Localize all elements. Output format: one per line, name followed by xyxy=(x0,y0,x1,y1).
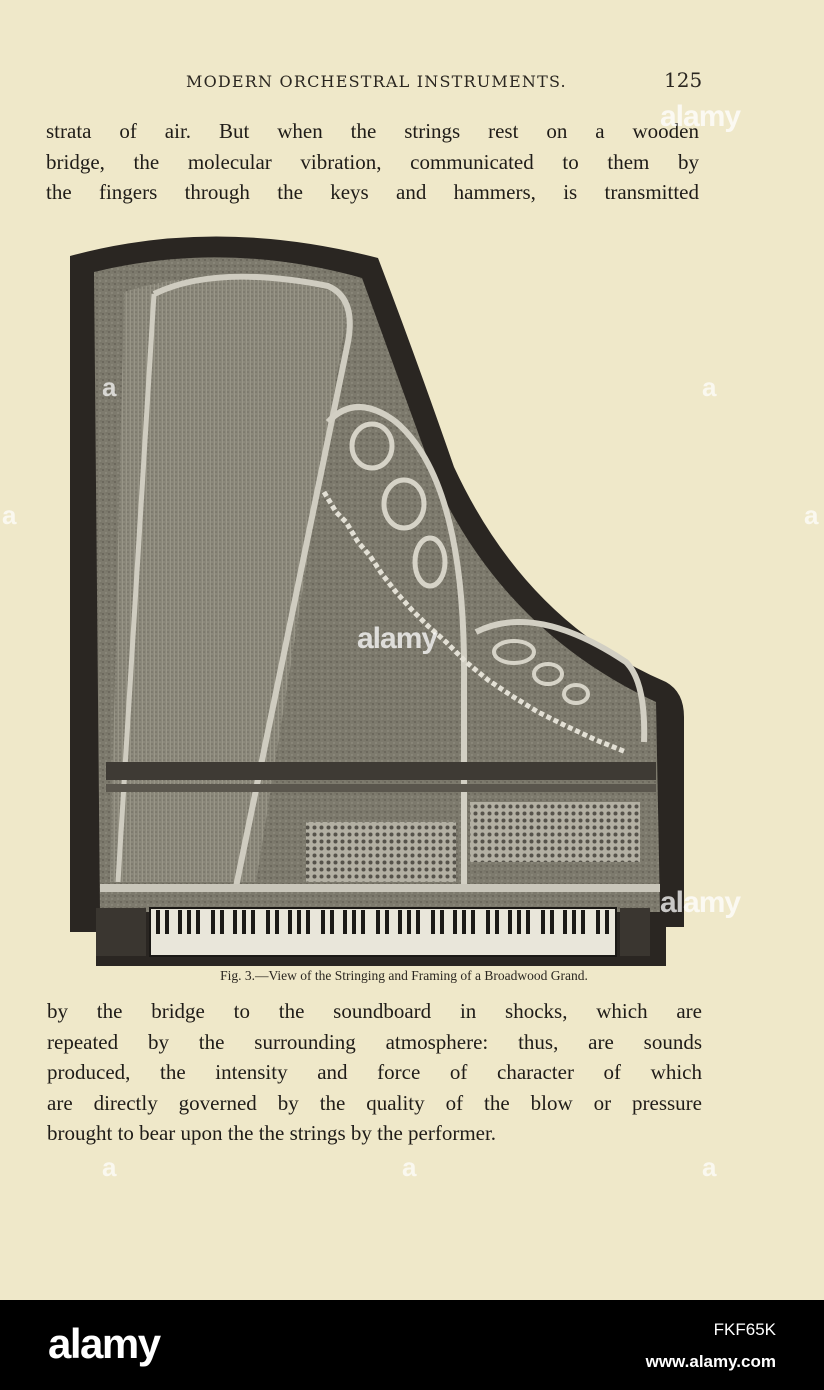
text-line: the fingers through the keys and hammers, is transmitted xyxy=(46,180,699,204)
stock-footer-bar xyxy=(0,1300,824,1390)
text-line: by the bridge to the soundboard in shocks, which are xyxy=(47,999,702,1023)
figure-caption xyxy=(0,968,824,984)
watermark-logo: alamy xyxy=(357,622,438,655)
watermark-mark: a xyxy=(102,1152,117,1182)
site-url[interactable]: www.alamy.com xyxy=(645,1352,776,1371)
watermark-mark: a xyxy=(402,1152,417,1182)
text-line: brought to bear upon the the strings by the performer. xyxy=(47,1121,497,1145)
paragraph-bottom xyxy=(47,996,702,1149)
text-line: repeated by the surrounding atmosphere: thus, are sounds xyxy=(47,1029,702,1054)
grand-piano-frame-illustration xyxy=(66,222,688,968)
watermark-logo: alamy xyxy=(660,100,741,133)
watermark-mark: a xyxy=(702,1152,717,1182)
watermark-mark: a xyxy=(804,500,819,530)
text-line: strata of air. But when the strings rest on a wooden xyxy=(46,119,699,143)
alamy-logo: alamy xyxy=(48,1320,160,1367)
text-line: bridge, the molecular vibration, communicated to them by xyxy=(46,149,699,174)
watermark-logo: alamy xyxy=(660,886,741,919)
watermark-mark: a xyxy=(102,372,117,402)
running-title: MODERN ORCHESTRAL INSTRUMENTS. xyxy=(186,72,567,91)
watermark-mark: a xyxy=(2,500,17,530)
page-number: 125 xyxy=(664,68,703,92)
text-line: are directly governed by the quality of the blow or pressure xyxy=(47,1090,702,1115)
text-line: produced, the intensity and force of character of which xyxy=(47,1060,702,1084)
caption-text: Fig. 3.—View of the Stringing and Framing of a Broadwood Grand. xyxy=(220,968,588,983)
paragraph-top xyxy=(46,116,699,208)
image-id: FKF65K xyxy=(713,1320,776,1339)
watermark-mark: a xyxy=(702,372,717,402)
